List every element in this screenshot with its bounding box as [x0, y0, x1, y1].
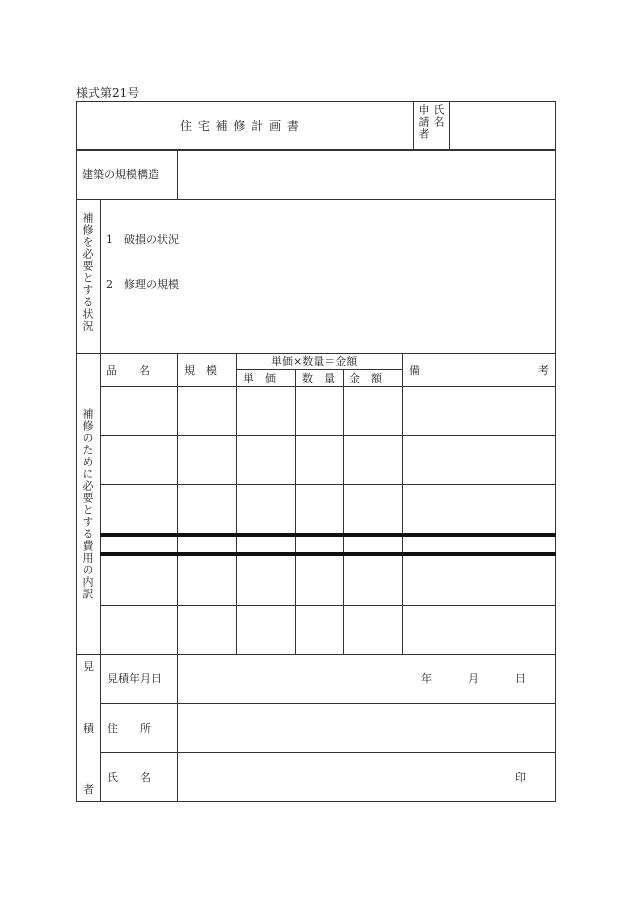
col-item-name: 品 名	[106, 364, 150, 377]
estimator-label-mid: 積	[83, 722, 94, 735]
estimate-date-label: 見積年月日	[107, 672, 162, 685]
page-title: 住 宅 補 修 計 画 書	[180, 119, 300, 133]
col-calc-header: 単価×数量＝金額	[271, 355, 358, 368]
address-label: 住 所	[107, 722, 151, 735]
col-quantity: 数 量	[302, 372, 335, 385]
col-amount: 金 額	[349, 372, 382, 385]
thick-separator-bottom	[100, 552, 556, 556]
name-field[interactable]	[178, 753, 555, 801]
name-label: 氏 名	[107, 771, 151, 784]
damage-item: 1 破損の状況	[106, 233, 179, 246]
col-scale: 規 模	[184, 364, 217, 377]
day-label: 日	[515, 672, 526, 685]
estimator-label-top: 見	[83, 660, 94, 673]
structure-field[interactable]	[178, 151, 555, 198]
address-field[interactable]	[178, 704, 555, 751]
col-remarks-left: 備	[409, 364, 420, 377]
applicant-label-1: 申請者	[417, 104, 430, 140]
table-row	[100, 605, 556, 606]
thick-separator-top	[100, 533, 556, 537]
estimate-date-field[interactable]	[178, 655, 555, 702]
applicant-name-field[interactable]	[450, 102, 555, 149]
table-row	[100, 435, 556, 436]
necessity-label: 補修を必要とする状況	[81, 212, 94, 332]
year-label: 年	[421, 672, 432, 685]
repair-item: 2 修理の規模	[106, 278, 179, 291]
cost-label: 補修のために必要とする費用の内訳	[81, 408, 94, 600]
month-label: 月	[468, 672, 479, 685]
estimator-label-bottom: 者	[83, 783, 94, 796]
applicant-label-2: 氏名	[432, 104, 445, 128]
seal-mark: 印	[515, 771, 526, 784]
structure-label: 建築の規模構造	[82, 168, 159, 181]
form-number: 様式第21号	[76, 86, 140, 100]
col-remarks-right: 考	[538, 364, 549, 377]
col-unit-price: 単 価	[243, 372, 276, 385]
table-row	[100, 484, 556, 485]
